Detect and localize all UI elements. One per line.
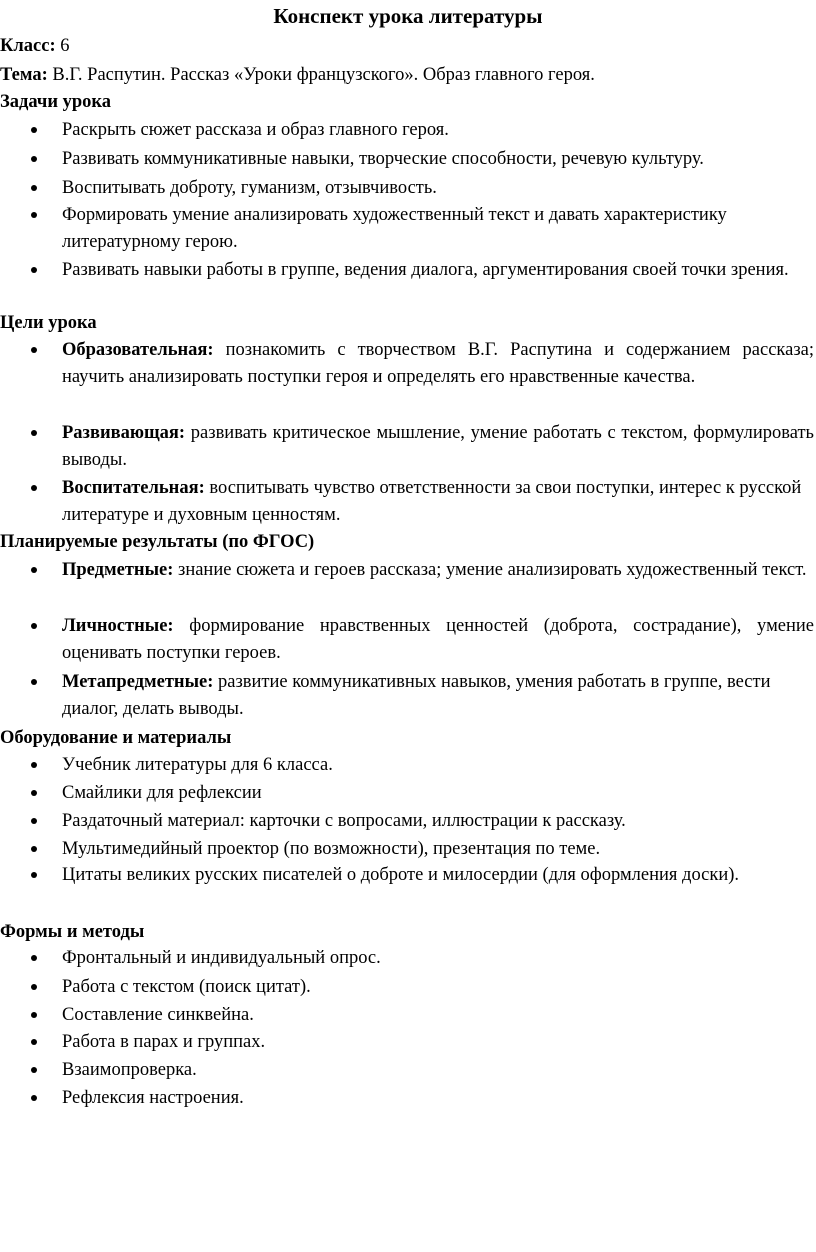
bullet-icon: [31, 127, 37, 133]
topic-line: [0, 63, 595, 87]
bullet-icon: [31, 955, 37, 961]
list-item-text: [62, 337, 814, 390]
list-item-text: Составление синквейна.: [62, 1005, 254, 1025]
list-item-text: Учебник литературы для 6 класса.: [62, 755, 333, 775]
result-text: развитие коммуникативных навыков, умения работать в группе, вести диалог, делать выводы.: [62, 672, 771, 719]
list-item-text: Рефлексия настроения.: [62, 1088, 244, 1108]
bullet-icon: [31, 762, 37, 768]
result-text: формирование нравственных ценностей (доброта, сострадание), умение оценивать поступки героев.: [62, 616, 814, 663]
goal-label: Развивающая:: [62, 423, 186, 443]
bullet-icon: [31, 818, 37, 824]
bullet-icon: [31, 846, 37, 852]
list-item-text: Цитаты великих русских писателей о доброте и милосердии (для оформления доски).: [62, 865, 740, 885]
tasks-heading: Задачи урока: [0, 92, 112, 112]
list-item-text: Раскрыть сюжет рассказа и образ главного героя.: [62, 120, 449, 140]
bullet-icon: [31, 267, 37, 273]
result-label: Метапредметные:: [62, 672, 214, 692]
topic-value: В.Г. Распутин. Рассказ «Уроки французского». Образ главного героя.: [52, 65, 595, 85]
bullet-icon: [31, 1067, 37, 1073]
bullet-icon: [31, 623, 37, 629]
bullet-icon: [31, 984, 37, 990]
list-item-text: [62, 420, 814, 473]
list-item-text: Взаимопроверка.: [62, 1060, 197, 1080]
class-label: Класс:: [0, 36, 56, 56]
list-item-text: Мультимедийный проектор (по возможности), презентация по теме.: [62, 839, 601, 859]
bullet-icon: [31, 1012, 37, 1018]
bullet-icon: [31, 485, 37, 491]
list-item-text: Развивать коммуникативные навыки, творческие способности, речевую культуру.: [62, 149, 704, 169]
goals-heading: Цели урока: [0, 313, 97, 333]
goal-label: Образовательная:: [62, 340, 214, 360]
page-title: Конспект урока литературы: [273, 4, 543, 28]
class-line: [0, 34, 70, 58]
list-item-text: Работа в парах и группах.: [62, 1032, 266, 1052]
results-heading: Планируемые результаты (по ФГОС): [0, 532, 315, 552]
list-item-text: Раздаточный материал: карточки с вопросами, иллюстрации к рассказу.: [62, 811, 626, 831]
equipment-heading: Оборудование и материалы: [0, 728, 232, 748]
list-item-text: [62, 475, 814, 528]
result-text: знание сюжета и героев рассказа; умение анализировать художественный текст.: [178, 560, 807, 580]
goal-text: воспитывать чувство ответственности за свои поступки, интерес к русской литературе и духовным ценностям.: [62, 478, 802, 525]
bullet-icon: [31, 1039, 37, 1045]
bullet-icon: [31, 156, 37, 162]
goal-label: Воспитательная:: [62, 478, 205, 498]
bullet-icon: [31, 679, 37, 685]
bullet-icon: [31, 185, 37, 191]
list-item-text: [62, 669, 814, 722]
list-item-text: Работа с текстом (поиск цитат).: [62, 977, 311, 997]
list-item-text: [62, 557, 814, 584]
list-item-text: Смайлики для рефлексии: [62, 783, 262, 803]
goal-text: познакомить с творчеством В.Г. Распутина и содержанием рассказа; научить анализировать поступки героя и определять его нравственные качества.: [62, 340, 815, 387]
list-item-text: [62, 613, 814, 666]
bullet-icon: [31, 347, 37, 353]
goal-text: развивать критическое мышление, умение работать с текстом, формулировать выводы.: [62, 423, 814, 470]
result-label: Предметные:: [62, 560, 174, 580]
bullet-icon: [31, 872, 37, 878]
methods-heading: Формы и методы: [0, 922, 145, 942]
list-item-text: Воспитывать доброту, гуманизм, отзывчивость.: [62, 178, 437, 198]
bullet-icon: [31, 430, 37, 436]
topic-label: Тема:: [0, 65, 48, 85]
class-value: 6: [60, 36, 70, 56]
bullet-icon: [31, 567, 37, 573]
bullet-icon: [31, 790, 37, 796]
bullet-icon: [31, 1095, 37, 1101]
bullet-icon: [31, 212, 37, 218]
result-label: Личностные:: [62, 616, 174, 636]
list-item-text: Формировать умение анализировать художественный текст и давать характеристику литературному герою.: [62, 205, 727, 252]
list-item-text: Развивать навыки работы в группе, ведения диалога, аргументирования своей точки зрения.: [62, 260, 789, 280]
list-item-text: Фронтальный и индивидуальный опрос.: [62, 948, 381, 968]
